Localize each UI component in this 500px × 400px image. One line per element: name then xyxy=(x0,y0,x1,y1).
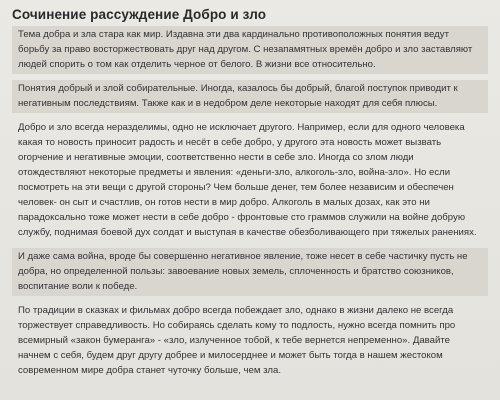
page-title: Сочинение рассуждение Добро и зло xyxy=(12,7,267,22)
essay-paragraph: Тема добра и зла стара как мир. Издавна эти два кардинально противоположных понятия ведут борьбу за право восторжествовать друг над другом. С незапамятных времён добро и зло заставляют людей спорить о том как отделить черное от белого. В жизни все относительно. xyxy=(12,26,488,74)
essay-paragraph: Добро и зло всегда неразделимы, одно не исключает другого. Например, если для одного человека какая то новость приносит радость и несёт в себе добро, у другого эта новость может вызвать огорчение и негативные эмоции, соответственно нести в себе зло. Иногда со злом люди отождествляют некоторые предметы и явления: «деньги-зло, алкоголь-зло, война-зло». Но если посмотреть на эти вещи с другой стороны? Чем больше денег, тем более независим и обеспечен человек- он сыт и счастлив, он готов нести в мир добро. Алкоголь в малых дозах, как это ни парадоксально тоже может нести в себе добро - фронтовые сто граммов служили на войне добрую службу, поднимая боевой дух солдат и выступая в качестве обезболивающего при тяжелых ранениях. xyxy=(18,122,477,238)
essay-paragraph: И даже сама война, вроде бы совершенно негативное явление, тоже несет в себе частичку пусть не добра, но определенной пользы: завоевание новых земель, сплоченность и братство союзников, воспитание воли к победе. xyxy=(12,248,488,296)
essay-paragraph: Понятия добрый и злой собирательные. Иногда, казалось бы добрый, благой поступок приводит к негативным последствиям. Также как и в недобром деле некоторые находят для себя плюсы. xyxy=(12,80,488,113)
essay-body xyxy=(12,26,488,380)
essay-paragraph: По традиции в сказках и фильмах добро всегда побеждает зло, однако в жизни далеко не всегда торжествует справедливость. Но собираясь сделать кому то подлость, нужно всегда помнить про всемирный «закон бумеранга» - «зло, излученное тобой, к тебе вернется непременно». Давайте начнем с себя, будем друг другу добрее и милосерднее и может быть тогда в нашем жестоком современном мире добра станет чуточку больше, чем зла. xyxy=(18,305,456,376)
